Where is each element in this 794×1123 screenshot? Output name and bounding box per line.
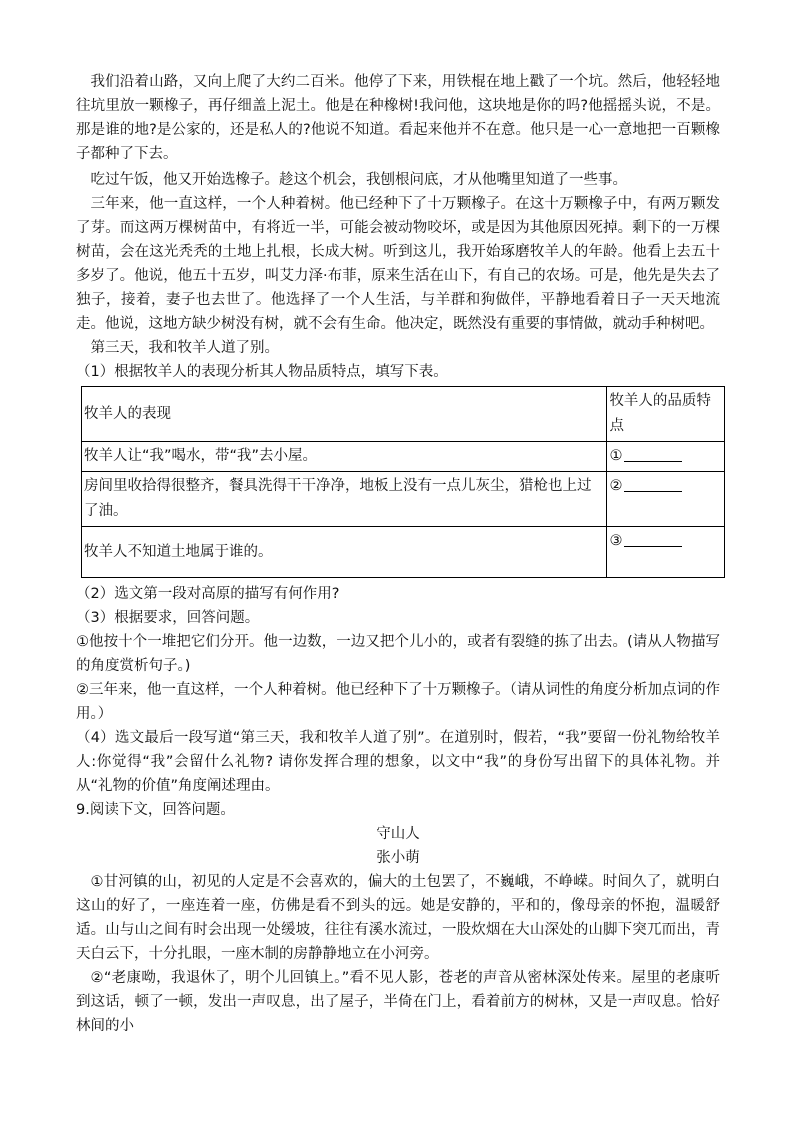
traits-table xyxy=(81,386,725,578)
table-header-behavior: 牧羊人的表现 xyxy=(82,387,607,442)
answer-marker: ① xyxy=(609,448,623,464)
table-row xyxy=(82,527,725,578)
question-3: （3）根据要求，回答问题。 xyxy=(76,610,260,626)
question-2: （2）选文第一段对高原的描写有何作用? xyxy=(76,586,340,602)
question-4: （4）选文最后一段写道“第三天，我和牧羊人道了别”。在道别时，假若，“我”要留一份礼物给牧羊人:你觉得“我”会留什么礼物? 请你发挥合理的想象，以文中“我”的身份写出留下的具体礼物。并从“礼物的价值”角度阐述理由。 xyxy=(76,730,720,794)
answer-blank[interactable] xyxy=(624,532,682,547)
answer-blank[interactable] xyxy=(624,477,682,492)
question-3-part-2: ②三年来，他一直这样，一个人种着树。他已经种下了十万颗橡子。（请从词性的角度分析加点词的作用。） xyxy=(76,682,720,722)
table-cell-behavior: 牧羊人让“我”喝水，带“我”去小屋。 xyxy=(82,442,607,472)
table-header-trait: 牧羊人的品质特点 xyxy=(607,387,725,442)
article-paragraph-2: ②“老康呦，我退休了，明个儿回镇上。”看不见人影，苍老的声音从密林深处传来。屋里的老康听到这话，顿了一顿，发出一声叹息，出了屋子，半倚在门上，看着前方的树林，又是一声叹息。恰好林间的小 xyxy=(76,970,720,1034)
answer-blank[interactable] xyxy=(624,447,682,462)
passage-paragraph-1: 我们沿着山路，又向上爬了大约二百米。他停了下来，用铁棍在地上戳了一个坑。然后，他轻轻地往坑里放一颗橡子，再仔细盖上泥土。他是在种橡树!我问他，这块地是你的吗?他摇摇头说，不是。那是谁的地?是公家的，还是私人的?他说不知道。看起来他并不在意。他只是一心一意地把一百颗橡子都种了下去。 xyxy=(76,74,720,162)
passage-paragraph-4: 第三天，我和牧羊人道了别。 xyxy=(90,340,279,356)
table-cell-behavior: 牧羊人不知道土地属于谁的。 xyxy=(82,527,607,578)
passage-paragraph-3: 三年来，他一直这样，一个人种着树。他已经种下了十万颗橡子。在这十万颗橡子中，有两万颗发了芽。而这两万棵树苗中，有将近一半，可能会被动物咬坏，或是因为其他原因死掉。剩下的一万棵树苗，会在这光秃秃的土地上扎根，长成大树。听到这儿，我开始琢磨牧羊人的年龄。他看上去五十多岁了。他说，他五十五岁，叫艾力泽·布菲，原来生活在山下，有自己的农场。可是，他先是失去了独子，接着，妻子也去世了。他选择了一个人生活，与羊群和狗做伴，平静地看着日子一天天地流走。他说，这地方缺少树没有树，就不会有生命。他决定，既然没有重要的事情做，就动手种树吧。 xyxy=(76,196,720,332)
table-cell-answer[interactable] xyxy=(607,472,725,527)
article-paragraph-1: ①甘河镇的山，初见的人定是不会喜欢的，偏大的土包罢了，不巍峨，不峥嵘。时间久了，就明白这山的好了，一座连着一座，仿佛是看不到头的远。她是安静的，平和的，像母亲的怀抱，温暖舒适。山与山之间有时会出现一处缓坡，往往有溪水流过，一股炊烟在大山深处的山脚下突兀而出，青天白云下，十分扎眼，一座木制的房静静地立在小河旁。 xyxy=(76,874,720,962)
table-cell-answer[interactable] xyxy=(607,442,725,472)
passage-paragraph-2: 吃过午饭，他又开始选橡子。趁这个机会，我刨根问底，才从他嘴里知道了一些事。 xyxy=(90,172,627,188)
article-title: 守山人 xyxy=(376,826,420,842)
document-page xyxy=(76,0,720,1038)
table-cell-answer[interactable] xyxy=(607,527,725,578)
question-3-part-1: ①他按十个一堆把它们分开。他一边数，一边又把个儿小的，或者有裂缝的拣了出去。(请从人物描写的角度赏析句子。) xyxy=(76,634,720,674)
answer-marker: ③ xyxy=(609,533,623,549)
table-row xyxy=(82,442,725,472)
answer-marker: ② xyxy=(609,478,623,494)
question-1: （1）根据牧羊人的表现分析其人物品质特点，填写下表。 xyxy=(76,364,448,380)
question-9-prompt: 9.阅读下文，回答问题。 xyxy=(76,802,235,818)
table-row xyxy=(82,472,725,527)
table-header-row xyxy=(82,387,725,442)
article-author: 张小萌 xyxy=(376,850,420,866)
table-cell-behavior: 房间里收拾得很整齐，餐具洗得干干净净，地板上没有一点儿灰尘，猎枪也上过了油。 xyxy=(82,472,607,527)
